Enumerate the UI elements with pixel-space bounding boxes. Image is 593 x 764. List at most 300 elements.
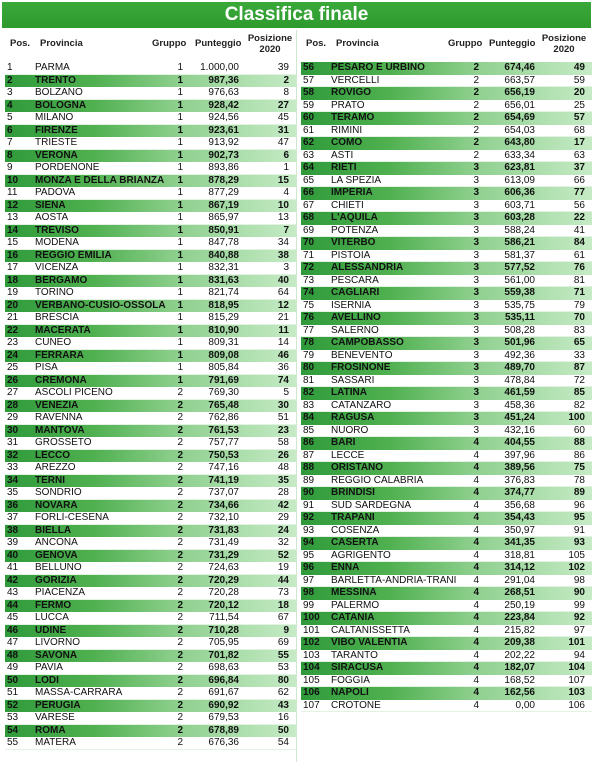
row-gruppo: 3 xyxy=(473,262,479,273)
row-posizione-2020: 97 xyxy=(573,624,585,636)
row-posizione-2020: 54 xyxy=(277,737,289,748)
row-provincia: COSENZA xyxy=(331,524,380,536)
row-punteggio: 690,92 xyxy=(208,699,239,711)
row-punteggio: 809,08 xyxy=(208,349,239,361)
row-gruppo: 2 xyxy=(177,687,183,698)
table-row xyxy=(301,312,592,325)
row-gruppo: 2 xyxy=(177,724,183,736)
row-provincia: TRENTO xyxy=(35,74,76,86)
row-punteggio: 720,12 xyxy=(208,599,239,611)
row-position: 100 xyxy=(303,612,320,623)
header-punteggio: Punteggio xyxy=(195,38,242,49)
row-posizione-2020: 24 xyxy=(277,524,289,536)
table-row xyxy=(5,75,296,88)
row-posizione-2020: 39 xyxy=(277,62,289,73)
row-posizione-2020: 44 xyxy=(277,574,289,586)
row-provincia: CASERTA xyxy=(331,537,379,548)
row-provincia: ASTI xyxy=(331,149,354,161)
table-row xyxy=(301,562,592,575)
row-gruppo: 4 xyxy=(473,612,479,623)
table-row xyxy=(301,575,592,588)
row-posizione-2020: 53 xyxy=(277,662,289,673)
row-provincia: RAGUSA xyxy=(331,412,375,423)
row-posizione-2020: 107 xyxy=(568,674,585,686)
row-position: 49 xyxy=(7,662,19,673)
row-punteggio: 731,49 xyxy=(208,537,239,548)
table-row xyxy=(5,225,296,238)
row-provincia: LECCE xyxy=(331,449,365,461)
row-punteggio: 656,01 xyxy=(504,99,535,111)
row-gruppo: 2 xyxy=(177,587,183,598)
row-provincia: TERNI xyxy=(35,474,65,486)
row-punteggio: 535,75 xyxy=(504,299,535,311)
row-position: 60 xyxy=(303,112,315,123)
row-punteggio: 923,61 xyxy=(208,124,239,136)
row-provincia: BOLOGNA xyxy=(35,99,87,111)
row-posizione-2020: 34 xyxy=(277,237,289,248)
row-provincia: BRESCIA xyxy=(35,312,79,323)
table-row xyxy=(301,637,592,650)
row-punteggio: 633,34 xyxy=(504,149,535,161)
table-row xyxy=(5,212,296,225)
row-punteggio: 168,52 xyxy=(504,674,535,686)
row-position: 82 xyxy=(303,387,315,398)
row-punteggio: 850,91 xyxy=(208,224,239,236)
row-gruppo: 1 xyxy=(177,312,183,323)
row-provincia: FIRENZE xyxy=(35,124,78,136)
row-provincia: PADOVA xyxy=(35,187,76,198)
row-position: 35 xyxy=(7,487,19,498)
header-posizione-label: Posizione xyxy=(247,33,293,44)
row-gruppo: 1 xyxy=(177,62,183,73)
row-posizione-2020: 41 xyxy=(573,224,585,236)
row-posizione-2020: 50 xyxy=(277,724,289,736)
row-provincia: VERCELLI xyxy=(331,74,380,86)
row-punteggio: 731,83 xyxy=(208,524,239,536)
table-row xyxy=(301,75,592,88)
table-row xyxy=(301,437,592,450)
row-gruppo: 4 xyxy=(473,524,479,536)
row-punteggio: 223,84 xyxy=(504,612,535,623)
row-posizione-2020: 25 xyxy=(573,99,585,111)
row-punteggio: 987,36 xyxy=(208,74,239,86)
row-provincia: SUD SARDEGNA xyxy=(331,499,412,511)
row-gruppo: 1 xyxy=(177,362,183,373)
row-punteggio: 623,81 xyxy=(504,162,535,173)
row-position: 39 xyxy=(7,537,19,548)
table-row xyxy=(301,387,592,400)
table-row xyxy=(301,375,592,388)
row-position: 14 xyxy=(7,224,19,236)
row-provincia: PISA xyxy=(35,362,58,373)
row-punteggio: 501,96 xyxy=(504,337,535,348)
table-row xyxy=(5,275,296,288)
row-position: 98 xyxy=(303,587,315,598)
row-punteggio: 451,24 xyxy=(504,412,535,423)
table-row xyxy=(301,337,592,350)
row-posizione-2020: 92 xyxy=(573,612,585,623)
row-position: 1 xyxy=(7,62,13,73)
row-punteggio: 432,16 xyxy=(504,424,535,436)
row-punteggio: 809,31 xyxy=(208,337,239,348)
row-punteggio: 762,86 xyxy=(208,412,239,423)
row-position: 8 xyxy=(7,149,13,161)
row-gruppo: 4 xyxy=(473,637,479,648)
row-posizione-2020: 16 xyxy=(277,712,289,723)
row-provincia: VIBO VALENTIA xyxy=(331,637,408,648)
row-position: 24 xyxy=(7,349,19,361)
row-gruppo: 3 xyxy=(473,212,479,223)
table-row xyxy=(301,700,592,713)
row-posizione-2020: 47 xyxy=(277,137,289,148)
row-position: 38 xyxy=(7,524,19,536)
table-row xyxy=(5,250,296,263)
table-row xyxy=(301,250,592,263)
table-row xyxy=(301,600,592,613)
table-row xyxy=(301,512,592,525)
row-position: 37 xyxy=(7,512,19,523)
row-provincia: PESARO E URBINO xyxy=(331,62,425,73)
row-punteggio: 878,29 xyxy=(208,174,239,186)
row-punteggio: 314,12 xyxy=(504,562,535,573)
row-posizione-2020: 82 xyxy=(573,399,585,411)
row-position: 81 xyxy=(303,374,315,386)
row-gruppo: 2 xyxy=(177,574,183,586)
row-position: 104 xyxy=(303,662,320,673)
row-posizione-2020: 18 xyxy=(277,599,289,611)
row-gruppo: 4 xyxy=(473,462,479,473)
row-punteggio: 815,29 xyxy=(208,312,239,323)
row-provincia: PISTOIA xyxy=(331,249,371,261)
row-gruppo: 2 xyxy=(177,524,183,536)
row-gruppo: 2 xyxy=(177,674,183,686)
row-posizione-2020: 98 xyxy=(573,574,585,586)
row-position: 79 xyxy=(303,349,315,361)
row-position: 54 xyxy=(7,724,19,736)
row-position: 3 xyxy=(7,87,13,98)
row-position: 72 xyxy=(303,262,315,273)
row-gruppo: 4 xyxy=(473,537,479,548)
row-position: 26 xyxy=(7,374,19,386)
header-provincia: Provincia xyxy=(336,38,379,49)
row-punteggio: 559,38 xyxy=(504,287,535,298)
table-row xyxy=(301,350,592,363)
row-posizione-2020: 69 xyxy=(277,637,289,648)
row-punteggio: 656,19 xyxy=(504,87,535,98)
row-position: 77 xyxy=(303,324,315,336)
row-posizione-2020: 15 xyxy=(277,174,289,186)
row-posizione-2020: 1 xyxy=(283,162,289,173)
row-posizione-2020: 102 xyxy=(568,562,585,573)
table-row xyxy=(5,725,296,738)
row-position: 50 xyxy=(7,674,19,686)
row-position: 66 xyxy=(303,187,315,198)
row-position: 76 xyxy=(303,312,315,323)
row-gruppo: 4 xyxy=(473,574,479,586)
table-row xyxy=(5,62,296,75)
row-gruppo: 3 xyxy=(473,249,479,261)
table-row xyxy=(5,575,296,588)
header-provincia: Provincia xyxy=(40,38,83,49)
row-provincia: ORISTANO xyxy=(331,462,384,473)
row-posizione-2020: 93 xyxy=(573,537,585,548)
row-gruppo: 2 xyxy=(177,624,183,636)
row-posizione-2020: 17 xyxy=(573,137,585,148)
row-posizione-2020: 103 xyxy=(568,687,585,698)
row-punteggio: 832,31 xyxy=(208,262,239,273)
table-row xyxy=(301,675,592,688)
row-position: 57 xyxy=(303,74,315,86)
column-divider xyxy=(296,30,297,762)
row-posizione-2020: 49 xyxy=(573,62,585,73)
row-posizione-2020: 20 xyxy=(573,87,585,98)
row-posizione-2020: 45 xyxy=(277,112,289,123)
header-posizione xyxy=(246,33,294,55)
row-position: 99 xyxy=(303,599,315,611)
row-posizione-2020: 51 xyxy=(277,412,289,423)
row-gruppo: 2 xyxy=(177,424,183,436)
row-position: 75 xyxy=(303,299,315,311)
row-punteggio: 976,63 xyxy=(208,87,239,98)
row-provincia: TREVISO xyxy=(35,224,79,236)
row-position: 105 xyxy=(303,674,320,686)
row-posizione-2020: 101 xyxy=(568,637,585,648)
row-gruppo: 1 xyxy=(177,349,183,361)
row-provincia: IMPERIA xyxy=(331,187,373,198)
row-position: 11 xyxy=(7,187,18,198)
header-gruppo: Gruppo xyxy=(448,38,483,49)
row-punteggio: 724,63 xyxy=(208,562,239,573)
table-row xyxy=(301,500,592,513)
row-punteggio: 818,95 xyxy=(208,299,239,311)
row-gruppo: 2 xyxy=(473,149,479,161)
row-provincia: BENEVENTO xyxy=(331,349,393,361)
row-posizione-2020: 90 xyxy=(573,587,585,598)
row-gruppo: 4 xyxy=(473,474,479,486)
row-provincia: LIVORNO xyxy=(35,637,81,648)
row-provincia: NOVARA xyxy=(35,499,78,511)
row-gruppo: 2 xyxy=(177,612,183,623)
row-punteggio: 674,46 xyxy=(504,62,535,73)
row-posizione-2020: 31 xyxy=(277,124,289,136)
row-gruppo: 2 xyxy=(177,449,183,461)
row-provincia: TORINO xyxy=(35,287,74,298)
row-posizione-2020: 88 xyxy=(573,437,585,448)
row-provincia: CATANIA xyxy=(331,612,375,623)
table-row xyxy=(5,662,296,675)
row-gruppo: 3 xyxy=(473,174,479,186)
row-provincia: AVELLINO xyxy=(331,312,381,323)
row-punteggio: 182,07 xyxy=(504,662,535,673)
table-row xyxy=(5,675,296,688)
table-row xyxy=(5,475,296,488)
row-provincia: CUNEO xyxy=(35,337,72,348)
row-gruppo: 4 xyxy=(473,449,479,461)
row-posizione-2020: 74 xyxy=(277,374,289,386)
row-position: 7 xyxy=(7,137,13,148)
row-position: 80 xyxy=(303,362,315,373)
table-row xyxy=(5,512,296,525)
row-provincia: CAMPOBASSO xyxy=(331,337,404,348)
row-punteggio: 741,19 xyxy=(208,474,239,486)
row-gruppo: 3 xyxy=(473,324,479,336)
table-row xyxy=(5,350,296,363)
row-provincia: CALTANISSETTA xyxy=(331,624,410,636)
row-gruppo: 1 xyxy=(177,87,183,98)
row-provincia: SIENA xyxy=(35,199,66,211)
row-position: 40 xyxy=(7,549,19,561)
row-gruppo: 1 xyxy=(177,99,183,111)
table-row xyxy=(5,300,296,313)
row-position: 48 xyxy=(7,649,19,661)
row-position: 103 xyxy=(303,649,320,661)
row-gruppo: 2 xyxy=(473,87,479,98)
row-posizione-2020: 27 xyxy=(277,99,289,111)
table-row xyxy=(5,737,296,750)
row-provincia: GENOVA xyxy=(35,549,78,561)
table-row xyxy=(5,425,296,438)
row-provincia: PALERMO xyxy=(331,599,380,611)
row-posizione-2020: 13 xyxy=(277,212,289,223)
row-gruppo: 2 xyxy=(177,737,183,748)
table-row xyxy=(5,687,296,700)
row-posizione-2020: 30 xyxy=(277,399,289,411)
table-row xyxy=(301,450,592,463)
table-row xyxy=(5,712,296,725)
row-gruppo: 1 xyxy=(177,187,183,198)
table-row xyxy=(5,537,296,550)
row-punteggio: 831,63 xyxy=(208,274,239,286)
row-position: 93 xyxy=(303,524,315,536)
row-gruppo: 4 xyxy=(473,662,479,673)
table-row xyxy=(5,625,296,638)
row-provincia: FROSINONE xyxy=(331,362,391,373)
row-punteggio: 603,28 xyxy=(504,212,535,223)
row-posizione-2020: 60 xyxy=(573,424,585,436)
row-position: 61 xyxy=(303,124,315,136)
row-gruppo: 2 xyxy=(177,637,183,648)
row-gruppo: 4 xyxy=(473,674,479,686)
table-row xyxy=(5,87,296,100)
row-provincia: BARI xyxy=(331,437,356,448)
row-gruppo: 1 xyxy=(177,237,183,248)
row-gruppo: 4 xyxy=(473,699,479,711)
row-gruppo: 2 xyxy=(177,399,183,411)
row-punteggio: 291,04 xyxy=(504,574,535,586)
row-provincia: MESSINA xyxy=(331,587,377,598)
row-position: 71 xyxy=(303,249,315,261)
row-gruppo: 3 xyxy=(473,337,479,348)
row-punteggio: 678,89 xyxy=(208,724,239,736)
row-provincia: BARLETTA-ANDRIA-TRANI xyxy=(331,574,457,586)
row-posizione-2020: 52 xyxy=(277,549,289,561)
row-posizione-2020: 79 xyxy=(573,299,585,311)
row-gruppo: 2 xyxy=(177,487,183,498)
row-punteggio: 374,77 xyxy=(504,487,535,498)
row-punteggio: 1.000,00 xyxy=(200,62,239,73)
row-provincia: TARANTO xyxy=(331,649,378,661)
row-gruppo: 2 xyxy=(473,112,479,123)
row-provincia: PERUGIA xyxy=(35,699,81,711)
row-position: 85 xyxy=(303,424,315,436)
row-position: 58 xyxy=(303,87,315,98)
row-provincia: SAVONA xyxy=(35,649,78,661)
row-punteggio: 603,71 xyxy=(504,199,535,211)
row-position: 45 xyxy=(7,612,19,623)
table-row xyxy=(301,275,592,288)
row-provincia: PAVIA xyxy=(35,662,63,673)
row-position: 86 xyxy=(303,437,315,448)
row-provincia: NAPOLI xyxy=(331,687,369,698)
row-position: 90 xyxy=(303,487,315,498)
row-provincia: CAGLIARI xyxy=(331,287,380,298)
row-position: 2 xyxy=(7,74,13,86)
row-provincia: GORIZIA xyxy=(35,574,77,586)
row-posizione-2020: 76 xyxy=(573,262,585,273)
row-gruppo: 2 xyxy=(177,499,183,511)
row-position: 56 xyxy=(303,62,315,73)
row-punteggio: 711,54 xyxy=(209,612,239,623)
row-provincia: CHIETI xyxy=(331,199,364,211)
row-provincia: PARMA xyxy=(35,62,70,73)
table-row xyxy=(5,375,296,388)
row-gruppo: 4 xyxy=(473,687,479,698)
row-position: 46 xyxy=(7,624,19,636)
row-punteggio: 867,19 xyxy=(208,199,239,211)
row-position: 97 xyxy=(303,574,315,586)
row-position: 4 xyxy=(7,99,13,111)
row-position: 18 xyxy=(7,274,19,286)
row-punteggio: 508,28 xyxy=(504,324,535,336)
table-row xyxy=(301,525,592,538)
row-posizione-2020: 8 xyxy=(283,87,289,98)
row-punteggio: 840,88 xyxy=(208,249,239,261)
row-punteggio: 691,67 xyxy=(208,687,239,698)
row-position: 44 xyxy=(7,599,19,611)
row-provincia: TERAMO xyxy=(331,112,375,123)
row-posizione-2020: 35 xyxy=(277,474,289,486)
row-position: 63 xyxy=(303,149,315,161)
row-gruppo: 2 xyxy=(177,474,183,486)
row-posizione-2020: 81 xyxy=(573,274,585,286)
row-posizione-2020: 106 xyxy=(568,699,585,711)
row-punteggio: 354,43 xyxy=(504,512,535,523)
row-gruppo: 3 xyxy=(473,412,479,423)
row-gruppo: 1 xyxy=(177,374,183,386)
row-posizione-2020: 56 xyxy=(573,199,585,211)
row-gruppo: 2 xyxy=(177,662,183,673)
row-position: 83 xyxy=(303,399,315,411)
row-position: 102 xyxy=(303,637,320,648)
row-position: 51 xyxy=(7,687,19,698)
row-punteggio: 389,56 xyxy=(504,462,535,473)
row-provincia: AREZZO xyxy=(35,462,76,473)
row-posizione-2020: 19 xyxy=(277,562,289,573)
row-position: 107 xyxy=(303,699,320,711)
row-position: 87 xyxy=(303,449,315,461)
table-row xyxy=(5,387,296,400)
row-provincia: AGRIGENTO xyxy=(331,549,391,561)
row-posizione-2020: 46 xyxy=(277,349,289,361)
row-posizione-2020: 80 xyxy=(277,674,289,686)
table-row xyxy=(301,475,592,488)
row-provincia: MILANO xyxy=(35,112,74,123)
row-provincia: VITERBO xyxy=(331,237,376,248)
row-position: 88 xyxy=(303,462,315,473)
row-punteggio: 397,96 xyxy=(504,449,535,461)
row-posizione-2020: 14 xyxy=(277,337,289,348)
row-gruppo: 4 xyxy=(473,587,479,598)
